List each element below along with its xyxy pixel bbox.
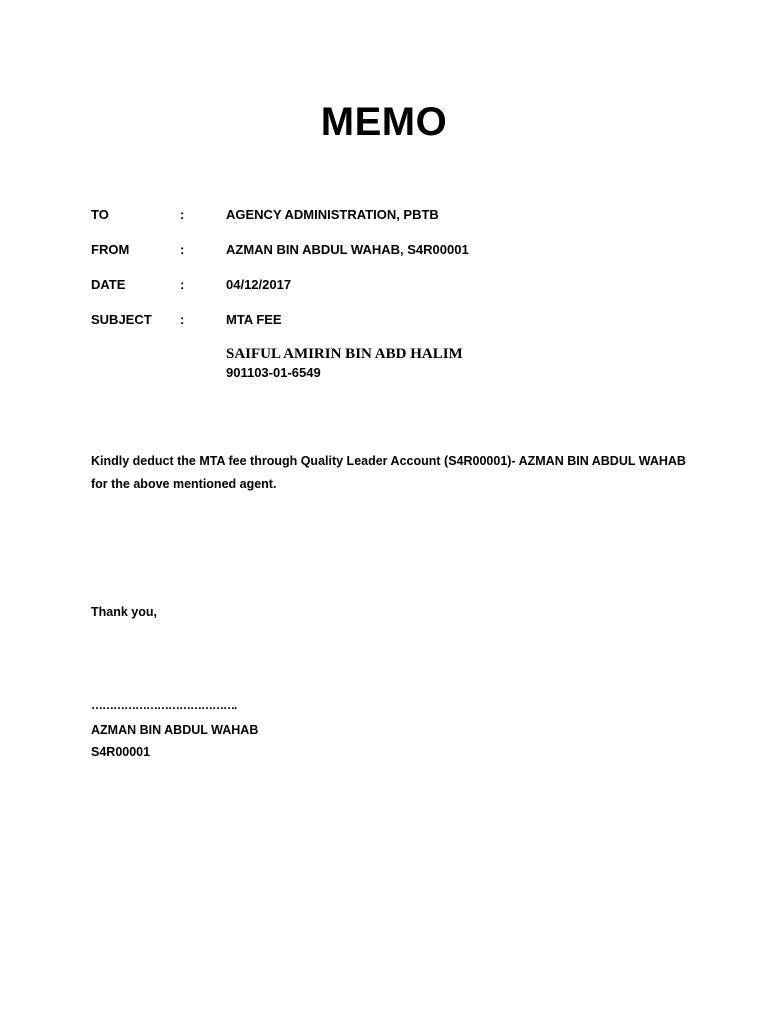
from-colon: : bbox=[180, 242, 185, 257]
agent-name: SAIFUL AMIRIN BIN ABD HALIM bbox=[226, 346, 463, 362]
date-colon: : bbox=[180, 277, 185, 292]
from-label: FROM bbox=[91, 242, 130, 257]
to-colon: : bbox=[180, 207, 185, 222]
closing-text: Thank you, bbox=[91, 605, 157, 619]
memo-title: MEMO bbox=[320, 100, 448, 144]
from-value: AZMAN BIN ABDUL WAHAB, S4R00001 bbox=[226, 242, 469, 257]
header-row-to bbox=[91, 205, 731, 225]
header-row-subject bbox=[91, 310, 731, 330]
to-label: TO bbox=[91, 207, 109, 222]
memo-body: Kindly deduct the MTA fee through Quality Leader Account (S4R00001)- AZMAN BIN ABDUL WAHAB for the above mentioned agent. bbox=[91, 454, 686, 491]
header-row-date bbox=[91, 275, 731, 295]
subject-colon: : bbox=[180, 312, 185, 327]
signature-line: …………………………………. bbox=[91, 698, 237, 712]
header-row-from bbox=[91, 240, 731, 260]
date-label: DATE bbox=[91, 277, 126, 292]
subject-value: MTA FEE bbox=[226, 312, 282, 327]
to-value: AGENCY ADMINISTRATION, PBTB bbox=[226, 207, 439, 222]
subject-label: SUBJECT bbox=[91, 312, 152, 327]
agent-ic-number: 901103-01-6549 bbox=[226, 365, 321, 380]
date-value: 04/12/2017 bbox=[226, 277, 292, 292]
signature-code: S4R00001 bbox=[91, 745, 151, 759]
signature-name: AZMAN BIN ABDUL WAHAB bbox=[91, 723, 259, 737]
